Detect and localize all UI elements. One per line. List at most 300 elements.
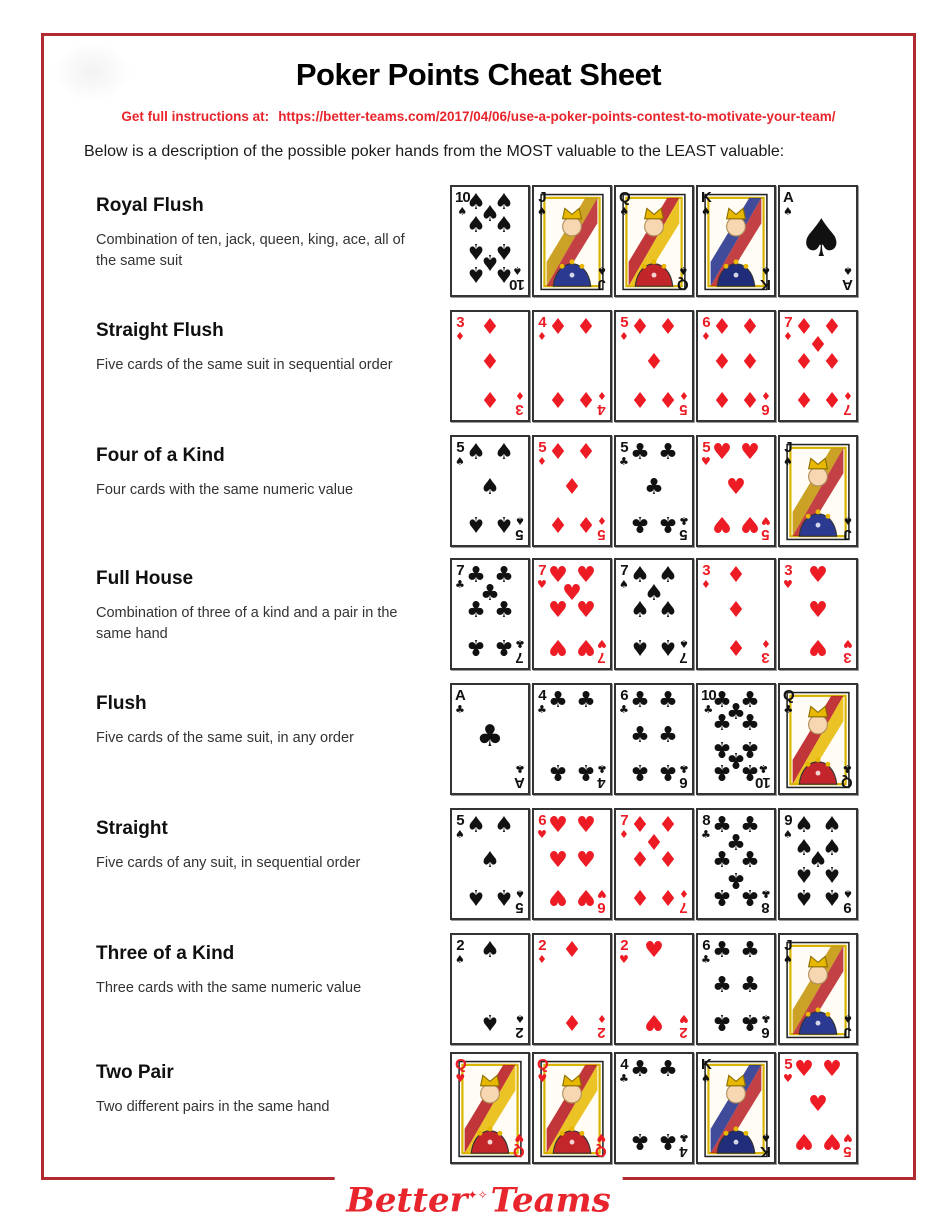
hearts-icon: ♥ (537, 578, 547, 591)
spades-pip-icon: ♠ (480, 848, 500, 873)
spades-icon: ♠ (679, 637, 689, 650)
diamonds-pip-icon: ♦ (630, 315, 650, 340)
card-rank: J (598, 276, 606, 293)
card-index-br (843, 265, 853, 292)
card-rank: 3 (456, 314, 464, 331)
spades-pip-icon: ♠ (822, 884, 842, 909)
playing-card (532, 558, 612, 670)
card-rank: 5 (538, 439, 546, 456)
card-index-tl (455, 688, 465, 715)
hearts-pip-icon: ♥ (548, 884, 568, 909)
hand-row (44, 185, 913, 301)
card-index-br (679, 638, 689, 665)
card-rank: 6 (762, 1024, 770, 1041)
card-index-br (597, 390, 607, 417)
card-rank: 10 (701, 687, 716, 704)
playing-card (778, 558, 858, 670)
card-index-tl (537, 190, 547, 217)
card-rank: 7 (620, 562, 628, 579)
spades-icon: ♠ (783, 205, 793, 218)
card-rank: 2 (620, 937, 628, 954)
hand-row (44, 435, 913, 551)
hand-row (44, 558, 913, 674)
diamonds-pip-icon: ♦ (712, 386, 732, 411)
brand-logo (334, 1172, 623, 1223)
card-rank: 10 (455, 189, 470, 206)
card-index-br (597, 638, 607, 665)
hearts-icon: ♥ (514, 1131, 525, 1144)
hand-name: Full House (96, 568, 194, 589)
Q-face-art (786, 690, 850, 790)
spades-pip-icon: ♠ (494, 190, 514, 215)
diamonds-pip-icon: ♦ (794, 350, 814, 375)
card-index-tl (455, 938, 465, 965)
card-index-tl (619, 440, 629, 467)
playing-card (614, 558, 694, 670)
cards-row (450, 435, 858, 547)
card-rank: 7 (844, 401, 852, 418)
page-border-frame (41, 33, 916, 1221)
clubs-pip-icon: ♣ (630, 723, 650, 748)
diamonds-pip-icon: ♦ (576, 315, 596, 340)
spades-icon: ♠ (455, 455, 465, 468)
clubs-pip-icon: ♣ (740, 736, 760, 761)
playing-card (696, 310, 776, 422)
hand-text-block (96, 943, 426, 999)
card-rank: J (538, 189, 546, 206)
diamonds-pip-icon: ♦ (548, 511, 568, 536)
card-rank: Q (514, 1143, 525, 1160)
page-title: Poker Points Cheat Sheet (295, 57, 662, 92)
clubs-icon: ♣ (537, 703, 547, 716)
clubs-pip-icon: ♣ (630, 759, 650, 784)
card-rank: 5 (680, 401, 688, 418)
card-index-br (761, 265, 771, 292)
playing-card (778, 185, 858, 297)
card-index-tl (701, 1057, 711, 1084)
diamonds-pip-icon: ♦ (740, 350, 760, 375)
spades-pip-icon: ♠ (494, 813, 514, 838)
hearts-pip-icon: ♥ (576, 563, 596, 588)
spades-pip-icon: ♠ (466, 238, 486, 263)
spades-pip-icon: ♠ (480, 938, 500, 963)
spades-pip-icon: ♠ (630, 598, 650, 623)
card-index-tl (619, 1057, 629, 1084)
spades-icon: ♠ (619, 205, 630, 218)
J-face-art (538, 189, 604, 292)
playing-card (778, 310, 858, 422)
clubs-pip-icon: ♣ (466, 598, 486, 623)
spades-icon: ♠ (678, 264, 689, 277)
Q-face-art (540, 1059, 604, 1159)
hearts-icon: ♥ (701, 455, 711, 468)
card-rank: 2 (516, 1024, 524, 1041)
playing-card (614, 683, 694, 795)
card-rank: 2 (680, 1024, 688, 1041)
card-index-br (597, 1013, 607, 1040)
diamonds-pip-icon: ♦ (658, 386, 678, 411)
diamonds-pip-icon: ♦ (658, 315, 678, 340)
diamonds-icon: ♦ (701, 330, 711, 343)
hand-name: Four of a Kind (96, 445, 225, 466)
card-index-tl (537, 688, 547, 715)
clubs-pip-icon: ♣ (712, 736, 732, 761)
playing-card (614, 310, 694, 422)
spades-icon: ♠ (701, 205, 711, 218)
clubs-pip-icon: ♣ (740, 1009, 760, 1034)
hearts-icon: ♥ (679, 1012, 689, 1025)
hearts-pip-icon: ♥ (576, 634, 596, 659)
card-index-br (761, 1013, 771, 1040)
card-index-br (597, 515, 607, 542)
card-index-tl (537, 938, 547, 965)
diamonds-pip-icon: ♦ (658, 884, 678, 909)
card-index-br (842, 763, 853, 790)
brand-logo-word2: Teams (490, 1180, 611, 1221)
hearts-pip-icon: ♥ (740, 511, 760, 536)
spades-icon: ♠ (455, 828, 465, 841)
card-index-tl (455, 440, 465, 467)
diamonds-icon: ♦ (537, 455, 547, 468)
spades-pip-icon: ♠ (480, 249, 500, 274)
diamonds-pip-icon: ♦ (630, 386, 650, 411)
card-index-tl (537, 813, 547, 840)
spades-pip-icon: ♠ (658, 563, 678, 588)
card-rank: K (701, 189, 711, 206)
card-rank: 4 (598, 774, 606, 791)
clubs-icon: ♣ (842, 762, 853, 775)
clubs-pip-icon: ♣ (630, 511, 650, 536)
hand-name: Straight Flush (96, 320, 224, 341)
card-index-br (515, 638, 525, 665)
J-face-art (784, 439, 850, 542)
playing-card (696, 1052, 776, 1164)
clubs-pip-icon: ♣ (712, 1009, 732, 1034)
diamonds-icon: ♦ (597, 1012, 607, 1025)
hearts-pip-icon: ♥ (808, 563, 828, 588)
spades-pip-icon: ♠ (466, 440, 486, 465)
playing-card (450, 933, 530, 1045)
card-index-br (678, 265, 689, 292)
spades-icon: ♠ (843, 514, 853, 527)
card-index-tl (701, 190, 711, 217)
clubs-icon: ♣ (701, 953, 711, 966)
hearts-icon: ♥ (455, 1072, 466, 1085)
diamonds-icon: ♦ (619, 330, 629, 343)
spades-icon: ♠ (537, 205, 547, 218)
clubs-icon: ♣ (761, 1012, 771, 1025)
hand-description: Two different pairs in the same hand (96, 1099, 330, 1115)
card-index-br (761, 390, 771, 417)
hearts-icon: ♥ (596, 1131, 607, 1144)
spades-pip-icon: ♠ (798, 209, 845, 269)
card-rank: Q (455, 1056, 466, 1073)
card-rank: K (761, 276, 771, 293)
spades-pip-icon: ♠ (822, 836, 842, 861)
clubs-pip-icon: ♣ (726, 747, 746, 772)
card-index-tl (701, 938, 711, 965)
cards-row (450, 808, 858, 920)
card-index-br (679, 1013, 689, 1040)
playing-card (450, 185, 530, 297)
playing-card (696, 558, 776, 670)
spades-pip-icon: ♠ (630, 563, 650, 588)
hearts-pip-icon: ♥ (644, 938, 664, 963)
card-index-br (761, 1132, 771, 1159)
clubs-pip-icon: ♣ (658, 1128, 678, 1153)
card-rank: Q (783, 687, 794, 704)
clubs-pip-icon: ♣ (658, 511, 678, 536)
card-index-br (597, 763, 607, 790)
clubs-pip-icon: ♣ (726, 700, 746, 725)
card-index-br (515, 888, 525, 915)
clubs-pip-icon: ♣ (712, 688, 732, 713)
diamonds-pip-icon: ♦ (808, 333, 828, 358)
hand-text-block (96, 818, 426, 874)
diamonds-icon: ♦ (843, 389, 853, 402)
clubs-pip-icon: ♣ (630, 1057, 650, 1082)
hearts-icon: ♥ (537, 1072, 548, 1085)
spades-pip-icon: ♠ (794, 813, 814, 838)
diamonds-icon: ♦ (619, 828, 629, 841)
playing-card (778, 683, 858, 795)
instructions-url-link[interactable]: https://better-teams.com/2017/04/06/use-a-poker-points-contest-to-motivate-your-team/ (278, 109, 836, 124)
card-rank: 5 (516, 526, 524, 543)
card-index-tl (455, 563, 465, 590)
playing-card (450, 808, 530, 920)
card-rank: 5 (702, 439, 710, 456)
clubs-pip-icon: ♣ (740, 848, 760, 873)
hearts-icon: ♥ (537, 828, 547, 841)
diamonds-pip-icon: ♦ (712, 350, 732, 375)
playing-card (532, 310, 612, 422)
clubs-pip-icon: ♣ (712, 884, 732, 909)
spades-pip-icon: ♠ (466, 190, 486, 215)
diamonds-pip-icon: ♦ (726, 563, 746, 588)
card-rank: J (784, 937, 792, 954)
playing-card (450, 310, 530, 422)
hearts-pip-icon: ♥ (576, 884, 596, 909)
hand-text-block (96, 195, 426, 272)
playing-card (532, 185, 612, 297)
card-index-br (843, 1013, 853, 1040)
hand-description: Combination of three of a kind and a pair in the same hand (96, 605, 398, 643)
card-index-br (515, 763, 525, 790)
spades-pip-icon: ♠ (466, 884, 486, 909)
spades-icon: ♠ (457, 205, 468, 218)
clubs-pip-icon: ♣ (712, 759, 732, 784)
playing-card (614, 933, 694, 1045)
hand-text-block (96, 693, 426, 749)
playing-card (696, 185, 776, 297)
spades-icon: ♠ (843, 1012, 853, 1025)
card-rank: 2 (538, 937, 546, 954)
hearts-icon: ♥ (597, 887, 607, 900)
card-index-br (843, 888, 853, 915)
diamonds-icon: ♦ (761, 637, 771, 650)
card-rank: 5 (516, 899, 524, 916)
card-rank: Q (596, 1143, 607, 1160)
hearts-pip-icon: ♥ (548, 813, 568, 838)
playing-card (778, 933, 858, 1045)
card-rank: 7 (784, 314, 792, 331)
card-index-tl (619, 563, 629, 590)
clubs-icon: ♣ (455, 578, 465, 591)
hearts-pip-icon: ♥ (822, 1128, 842, 1153)
sparkle-icon: ✦✧ (467, 1188, 488, 1202)
card-index-br (515, 1013, 525, 1040)
clubs-icon: ♣ (701, 828, 711, 841)
diamonds-pip-icon: ♦ (562, 938, 582, 963)
hearts-icon: ♥ (619, 953, 629, 966)
clubs-pip-icon: ♣ (658, 723, 678, 748)
diamonds-pip-icon: ♦ (480, 350, 500, 375)
hand-description: Combination of ten, jack, queen, king, ace, all of the same suit (96, 232, 405, 270)
playing-card (614, 435, 694, 547)
card-rank: 5 (762, 526, 770, 543)
diamonds-pip-icon: ♦ (726, 598, 746, 623)
card-rank: 5 (620, 314, 628, 331)
card-rank: 6 (702, 314, 710, 331)
card-rank: 9 (844, 899, 852, 916)
spades-pip-icon: ♠ (494, 884, 514, 909)
diamonds-pip-icon: ♦ (576, 511, 596, 536)
playing-card (532, 1052, 612, 1164)
clubs-pip-icon: ♣ (630, 1128, 650, 1153)
playing-card (532, 808, 612, 920)
clubs-icon: ♣ (619, 455, 629, 468)
hearts-icon: ♥ (783, 578, 793, 591)
card-index-br (515, 390, 525, 417)
card-rank: Q (537, 1056, 548, 1073)
spades-pip-icon: ♠ (494, 213, 514, 238)
spades-pip-icon: ♠ (494, 261, 514, 286)
card-rank: 7 (680, 899, 688, 916)
spades-pip-icon: ♠ (480, 475, 500, 500)
playing-card (614, 808, 694, 920)
cards-row (450, 558, 858, 670)
hand-name: Three of a Kind (96, 943, 235, 964)
hearts-pip-icon: ♥ (740, 440, 760, 465)
diamonds-icon: ♦ (783, 330, 793, 343)
card-index-br (514, 1132, 525, 1159)
spades-icon: ♠ (783, 455, 793, 468)
clubs-pip-icon: ♣ (576, 759, 596, 784)
card-rank: 7 (680, 649, 688, 666)
spades-pip-icon: ♠ (794, 861, 814, 886)
hand-description: Five cards of any suit, in sequential order (96, 855, 361, 871)
clubs-pip-icon: ♣ (494, 634, 514, 659)
card-index-tl (537, 1057, 548, 1084)
spades-pip-icon: ♠ (822, 813, 842, 838)
diamonds-pip-icon: ♦ (794, 315, 814, 340)
hearts-icon: ♥ (783, 1072, 793, 1085)
hand-text-block (96, 1062, 426, 1118)
spades-pip-icon: ♠ (494, 440, 514, 465)
hand-description: Five cards of the same suit in sequential order (96, 357, 393, 373)
card-rank: 5 (784, 1056, 792, 1073)
clubs-pip-icon: ♣ (712, 938, 732, 963)
diamonds-icon: ♦ (761, 389, 771, 402)
spades-icon: ♠ (783, 828, 793, 841)
hand-description: Five cards of the same suit, in any order (96, 730, 354, 746)
card-rank: 6 (620, 687, 628, 704)
card-index-tl (701, 315, 711, 342)
hearts-pip-icon: ♥ (548, 848, 568, 873)
card-rank: 7 (620, 812, 628, 829)
Q-face-art (622, 192, 686, 292)
card-index-br (761, 515, 771, 542)
spades-icon: ♠ (455, 953, 465, 966)
spades-icon: ♠ (597, 264, 607, 277)
spades-icon: ♠ (843, 264, 853, 277)
hand-name: Two Pair (96, 1062, 174, 1083)
hand-row (44, 933, 913, 1049)
clubs-pip-icon: ♣ (740, 688, 760, 713)
clubs-icon: ♣ (703, 703, 714, 716)
spades-pip-icon: ♠ (466, 261, 486, 286)
playing-card (450, 558, 530, 670)
spades-pip-icon: ♠ (494, 511, 514, 536)
hand-description: Three cards with the same numeric value (96, 980, 362, 996)
diamonds-pip-icon: ♦ (630, 848, 650, 873)
spades-icon: ♠ (512, 264, 523, 277)
card-index-tl (701, 813, 711, 840)
spades-icon: ♠ (619, 578, 629, 591)
spades-pip-icon: ♠ (630, 634, 650, 659)
card-index-tl (619, 938, 629, 965)
card-rank: A (843, 276, 853, 293)
clubs-icon: ♣ (597, 762, 607, 775)
card-index-tl (783, 315, 793, 342)
hand-name: Straight (96, 818, 168, 839)
diamonds-pip-icon: ♦ (712, 315, 732, 340)
intro-text: Below is a description of the possible poker hands from the MOST valuable to the LEAST valuable: (84, 143, 785, 160)
clubs-pip-icon: ♣ (740, 938, 760, 963)
card-rank: 5 (844, 1143, 852, 1160)
card-index-tl (783, 813, 793, 840)
card-index-br (756, 763, 771, 790)
card-rank: 8 (762, 899, 770, 916)
hearts-pip-icon: ♥ (808, 1092, 828, 1117)
diamonds-pip-icon: ♦ (794, 386, 814, 411)
diamonds-icon: ♦ (455, 330, 465, 343)
card-rank: J (844, 526, 852, 543)
card-index-tl (537, 563, 547, 590)
hand-text-block (96, 568, 426, 645)
clubs-pip-icon: ♣ (726, 831, 746, 856)
card-rank: 10 (756, 774, 771, 791)
card-rank: 7 (456, 562, 464, 579)
spades-pip-icon: ♠ (822, 861, 842, 886)
clubs-icon: ♣ (758, 762, 769, 775)
clubs-pip-icon: ♣ (644, 475, 664, 500)
card-index-tl (701, 440, 711, 467)
playing-card (450, 683, 530, 795)
card-index-tl (619, 688, 629, 715)
card-rank: 4 (620, 1056, 628, 1073)
card-index-br (597, 888, 607, 915)
diamonds-pip-icon: ♦ (658, 848, 678, 873)
spades-icon: ♠ (701, 1072, 711, 1085)
card-rank: 5 (680, 526, 688, 543)
clubs-icon: ♣ (761, 887, 771, 900)
diamonds-icon: ♦ (515, 389, 525, 402)
clubs-pip-icon: ♣ (740, 711, 760, 736)
card-index-tl (537, 315, 547, 342)
clubs-pip-icon: ♣ (494, 598, 514, 623)
card-index-tl (619, 190, 630, 217)
